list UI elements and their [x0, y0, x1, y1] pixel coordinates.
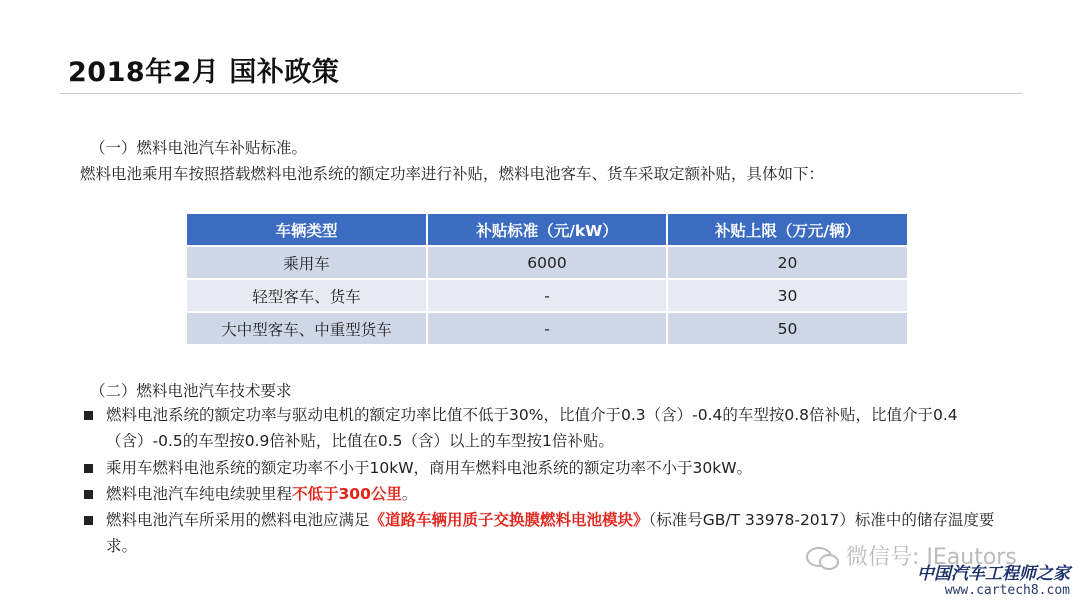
- list-item: [84, 455, 1024, 481]
- table-cell: 轻型客车、货车: [187, 279, 427, 312]
- bullet-square-icon: [84, 490, 93, 499]
- subsidy-table: [187, 214, 907, 344]
- column-header-vehicle-type: 车辆类型: [187, 214, 427, 246]
- table-row: [187, 246, 907, 279]
- bullet-text-plain: 燃料电池汽车纯电续驶里程: [106, 485, 293, 503]
- section1-heading: （一）燃料电池汽车补贴标准。: [90, 139, 308, 157]
- bullet-square-icon: [84, 411, 93, 420]
- table-cell: -: [427, 279, 667, 312]
- list-item: [84, 481, 1024, 507]
- table-cell: 50: [667, 312, 907, 344]
- site-url: www.cartech8.com: [944, 583, 1070, 598]
- bullet-text-plain: 燃料电池汽车所采用的燃料电池应满足: [106, 511, 370, 529]
- bullet-text: 乘用车燃料电池系统的额定功率不小于10kW，商用车燃料电池系统的额定功率不小于30kW。: [106, 459, 753, 477]
- column-header-subsidy-standard: 补贴标准（元/kW）: [427, 214, 667, 246]
- site-logo: 中国汽车工程师之家: [917, 564, 1070, 584]
- bullet-square-icon: [84, 464, 93, 473]
- bullet-highlight: 不低于300公里: [292, 485, 402, 503]
- wechat-icon: [805, 545, 841, 573]
- table-cell: -: [427, 312, 667, 344]
- page-title: 2018年2月 国补政策: [68, 57, 340, 88]
- table-cell: 大中型客车、中重型货车: [187, 312, 427, 344]
- watermark-text: 微信号: IEautors: [846, 545, 1017, 570]
- column-header-subsidy-cap: 补贴上限（万元/辆）: [667, 214, 907, 246]
- section1-intro: 燃料电池乘用车按照搭载燃料电池系统的额定功率进行补贴，燃料电池客车、货车采取定额补贴，具体如下：: [80, 165, 825, 183]
- table-cell: 乘用车: [187, 246, 427, 279]
- bullet-square-icon: [84, 516, 93, 525]
- table-header-row: [187, 214, 907, 246]
- list-item: [84, 402, 1024, 454]
- section2-heading: （二）燃料电池汽车技术要求: [90, 382, 292, 400]
- table-row: [187, 279, 907, 312]
- bullet-text: [106, 481, 1024, 507]
- bullet-text: 燃料电池系统的额定功率与驱动电机的额定功率比值不低于30%，比值介于0.3（含）-0.4的车型按0.8倍补贴，比值介于0.4（含）-0.5的车型按0.9倍补贴，比值在0.5（含）以上的车型按1倍补贴。: [106, 406, 958, 450]
- table-cell: 20: [667, 246, 907, 279]
- bullet-highlight: 《道路车辆用质子交换膜燃料电池模块》: [369, 511, 649, 529]
- bullet-text-plain: 。: [401, 485, 418, 503]
- table-cell: 6000: [427, 246, 667, 279]
- title-divider: [60, 93, 1022, 94]
- bullet-text-plain: （标准号GB/T 33978-2017）标准中的储存温度要求。: [106, 511, 995, 555]
- table-cell: 30: [667, 279, 907, 312]
- table-row: [187, 312, 907, 344]
